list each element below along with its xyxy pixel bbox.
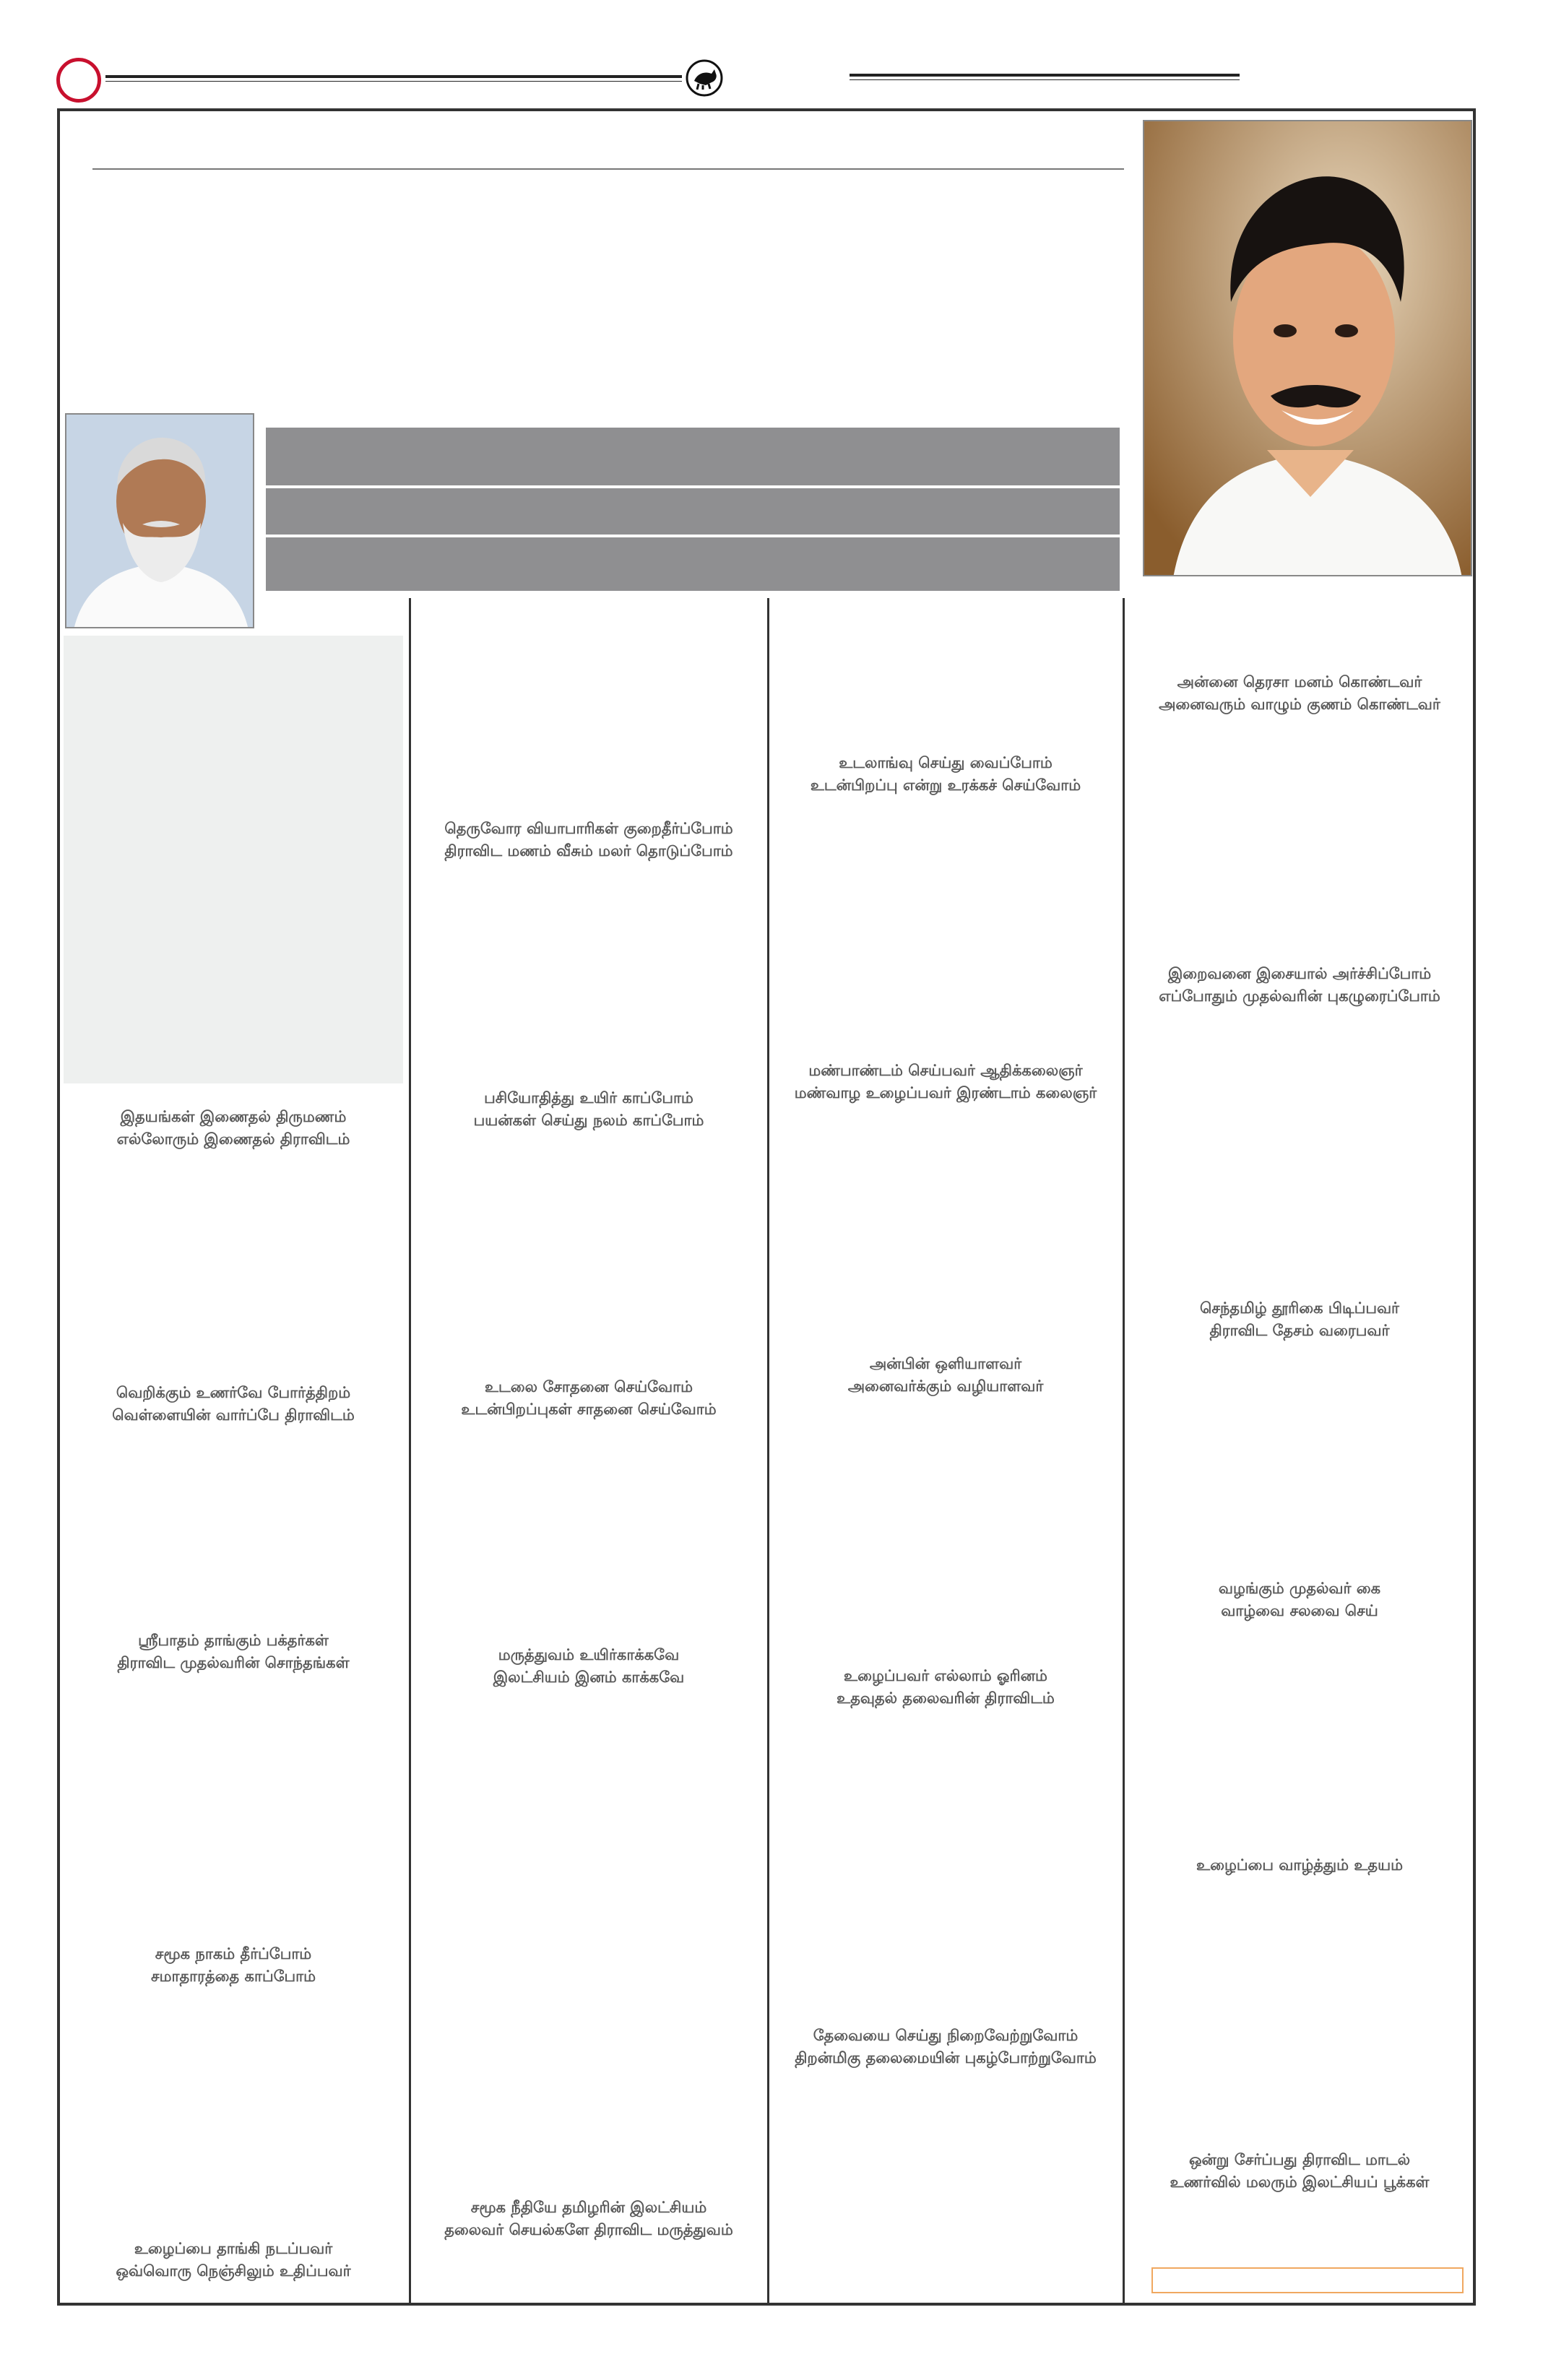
caption-c2-4: மருத்துவம் உயிர்காக்கவே இலட்சியம் இனம் காக்கவே xyxy=(493,1646,685,1686)
local-leader-photo xyxy=(65,413,254,628)
caption-c4-3: செந்தமிழ் தூரிகை பிடிப்பவர் திராவிட தேசம் வரைபவர் xyxy=(1199,1299,1400,1339)
column-divider-3 xyxy=(1123,598,1125,2303)
column-divider-2 xyxy=(767,598,769,2303)
caption-c1-2: வெறிக்கும் உணர்வே போர்த்திறம் வெள்ளையின் வார்ப்பே திராவிடம் xyxy=(112,1384,355,1424)
caption-c3-1: உடலாங்வு செய்து வைப்போம் உடன்பிறப்பு என்று உரக்கச் செய்வோம் xyxy=(810,754,1081,794)
logo-ring-icon xyxy=(56,58,101,103)
header-rule-right xyxy=(850,74,1240,77)
banner-bar-3 xyxy=(266,537,1120,591)
header-rule-left xyxy=(105,75,682,78)
caption-c4-2: இறைவனை இசையால் அர்ச்சிப்போம் எப்போதும் முதல்வரின் புகழுரைப்போம் xyxy=(1159,965,1440,1005)
banner-bar-2 xyxy=(266,488,1120,535)
caption-c3-5: தேவையை செய்து நிறைவேற்றுவோம் திறன்மிகு தலைமையின் புகழ்போற்றுவோம் xyxy=(795,2027,1097,2067)
caption-c4-5: உழைப்பை வாழ்த்தும் உதயம் xyxy=(1196,1856,1403,1874)
caption-c3-4: உழைப்பவர் எல்லாம் ஓரினம் உதவுதல் தலைவரின் திராவிடம் xyxy=(837,1667,1055,1707)
caption-c1-1: இதயங்கள் இணைதல் திருமணம் எல்லோரும் இணைதல் திராவிடம் xyxy=(116,1108,350,1148)
image-placeholder xyxy=(64,636,403,1083)
caption-c1-5: உழைப்பை தாங்கி நடப்பவர் ஒவ்வொரு நெஞ்சிலும் உதிப்பவர் xyxy=(116,2240,351,2280)
caption-c1-4: சமூக நாகம் தீர்ப்போம் சமாதாரத்தை காப்போம் xyxy=(151,1945,316,1985)
caption-c1-3: ஸ்ரீபாதம் தாங்கும் பக்தர்கள் திராவிட முதல்வரின் சொந்தங்கள் xyxy=(117,1632,350,1671)
caption-c3-3: அன்பின் ஒளியாளவர் அனைவர்க்கும் வழியாளவர் xyxy=(847,1355,1044,1395)
main-leader-photo xyxy=(1143,120,1472,576)
caption-c4-4: வழங்கும் முதல்வர் கை வாழ்வை சலவை செய் xyxy=(1218,1580,1381,1619)
caption-c2-1: தெருவோர வியாபாரிகள் குறைதீர்ப்போம் திராவிட மணம் வீசும் மலர் தொடுப்போம் xyxy=(444,820,733,860)
header-rule-right-thin xyxy=(850,79,1240,80)
caption-c4-1: அன்னை தெரசா மனம் கொண்டவர் அனைவரும் வாழும் குணம் கொண்டவர் xyxy=(1159,673,1440,713)
footer-box xyxy=(1151,2267,1464,2293)
caption-c2-2: பசியோதித்து உயிர் காப்போம் பயன்கள் செய்து நலம் காப்போம் xyxy=(473,1089,704,1129)
bull-emblem-icon xyxy=(684,58,725,98)
column-divider-1 xyxy=(409,598,411,2303)
caption-c3-2: மண்பாண்டம் செய்பவர் ஆதிக்கலைஞர் மண்வாழ உழைப்பவர் இரண்டாம் கலைஞர் xyxy=(794,1062,1097,1102)
caption-c2-5: சமூக நீதியே தமிழரின் இலட்சியம் தலைவர் செயல்களே திராவிட மருத்துவம் xyxy=(444,2199,733,2238)
banner-bar-1 xyxy=(266,428,1120,485)
caption-c2-3: உடலை சோதனை செய்வோம் உடன்பிறப்புகள் சாதனை செய்வோம் xyxy=(461,1378,717,1418)
caption-c4-6: ஒன்று சேர்ப்பது திராவிட மாடல் உணர்வில் மலரும் இலட்சியப் பூக்கள் xyxy=(1170,2151,1430,2191)
header-rule-left-thin xyxy=(105,81,682,82)
top-inner-rule xyxy=(92,168,1124,170)
